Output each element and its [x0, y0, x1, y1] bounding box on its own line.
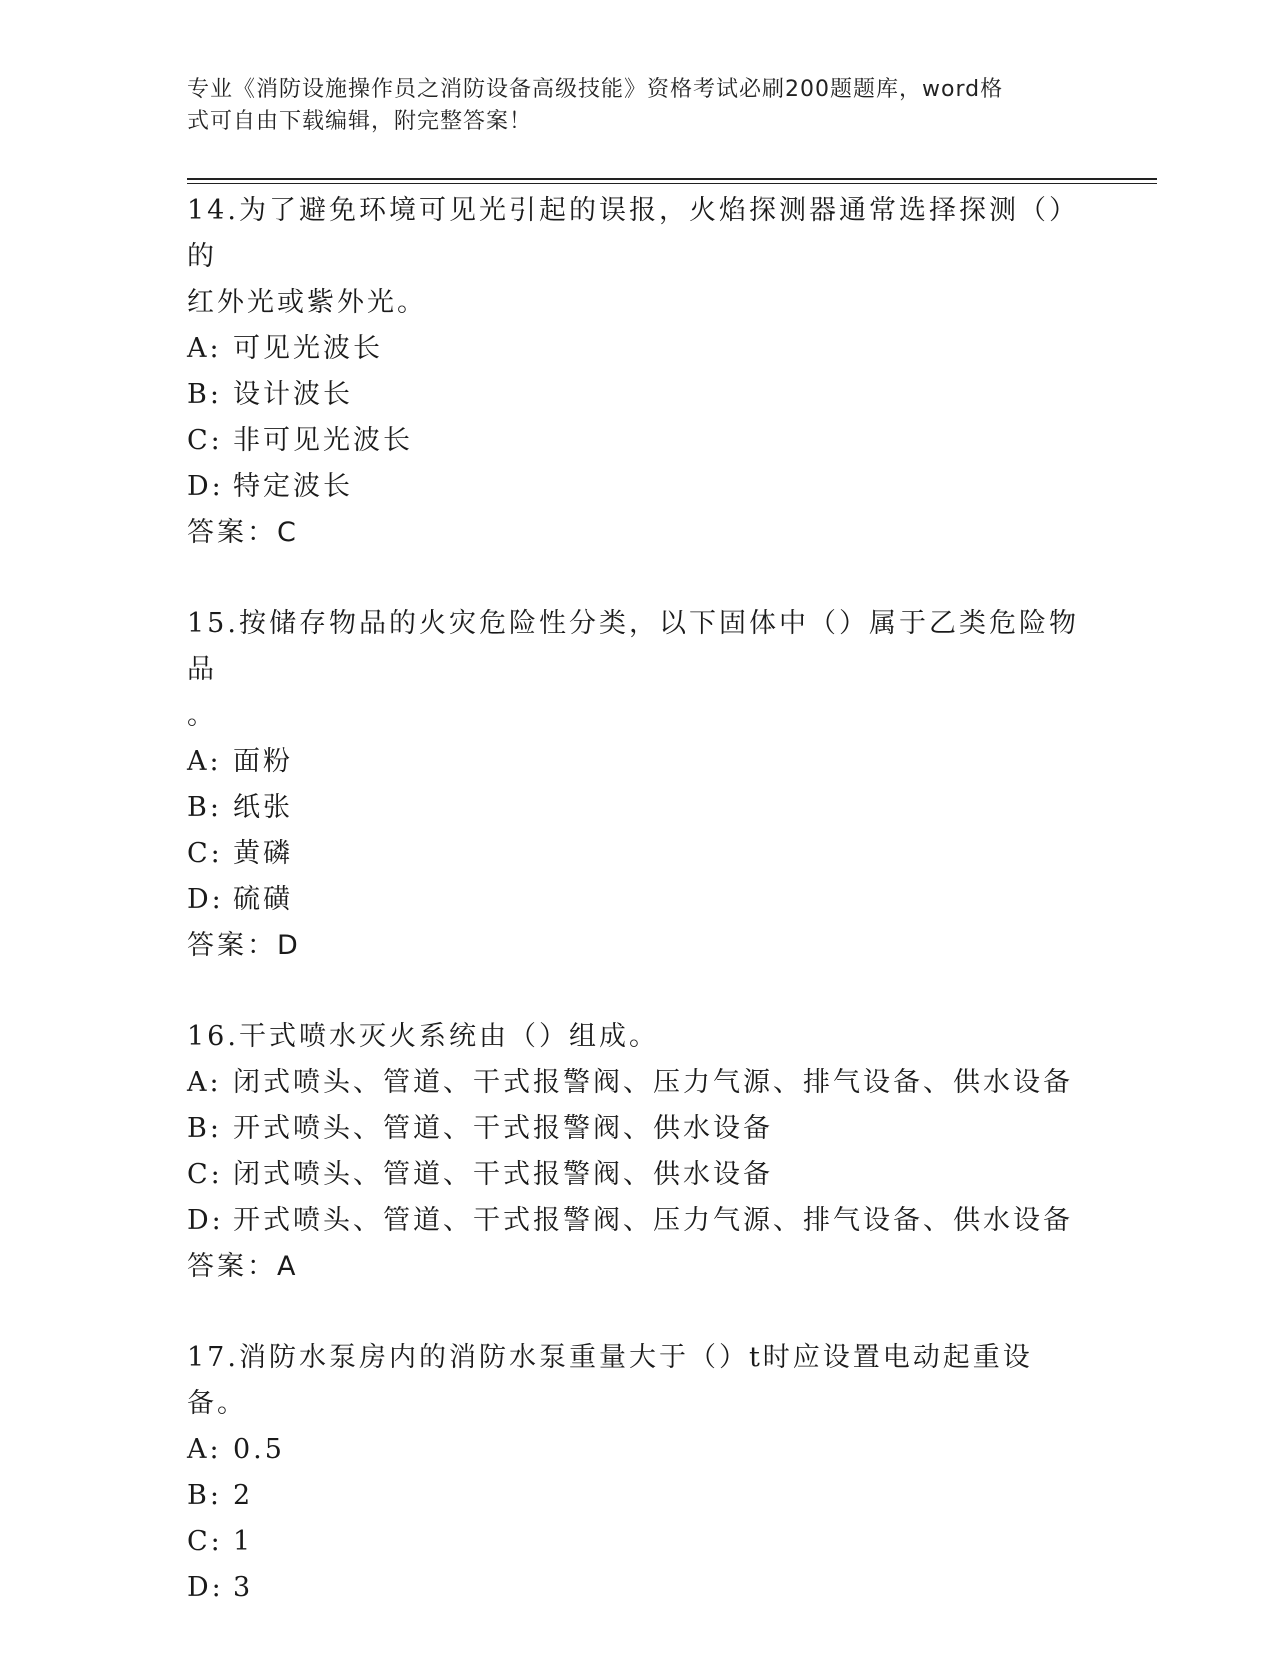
option-text: 闭式喷头、管道、干式报警阀、供水设备: [233, 1159, 773, 1190]
option-c: [187, 1152, 1087, 1198]
question-17: [187, 1335, 1087, 1611]
option-letter: B:: [187, 379, 222, 410]
answer-line: 答案：A: [187, 1251, 299, 1282]
option-a: [187, 739, 1087, 785]
document-header: [187, 74, 1067, 138]
question-stem-line: 。: [187, 700, 217, 731]
answer-line: 答案：C: [187, 517, 299, 548]
question-16: [187, 1014, 1087, 1290]
option-c: [187, 1519, 1087, 1565]
header-line-1: 专业《消防设施操作员之消防设备高级技能》资格考试必刷200题题库，word格: [187, 77, 1004, 102]
option-letter: D:: [187, 1572, 224, 1603]
option-letter: D:: [187, 884, 224, 915]
option-b: [187, 372, 1087, 418]
option-b: [187, 785, 1087, 831]
question-15: [187, 601, 1087, 969]
question-14: [187, 188, 1087, 556]
question-stem-line: 红外光或紫外光。: [187, 287, 427, 318]
option-letter: A:: [187, 1067, 222, 1098]
question-stem-line: 14.为了避免环境可见光引起的误报，火焰探测器通常选择探测（）的: [187, 195, 1079, 272]
question-stem-line: 17.消防水泵房内的消防水泵重量大于（）t时应设置电动起重设备。: [187, 1342, 1033, 1419]
option-text: 非可见光波长: [233, 425, 413, 456]
option-letter: B:: [187, 1113, 222, 1144]
option-a: [187, 1060, 1087, 1106]
option-letter: C:: [187, 838, 223, 869]
option-text: 可见光波长: [233, 333, 383, 364]
option-letter: A:: [187, 746, 222, 777]
header-rule-thick: [187, 178, 1157, 180]
option-text: 黄磷: [233, 838, 293, 869]
option-text: 硫磺: [233, 884, 293, 915]
option-c: [187, 418, 1087, 464]
question-list: [187, 188, 1087, 1656]
option-text: 2: [233, 1480, 254, 1511]
header-rule-thin: [187, 183, 1157, 184]
option-text: 闭式喷头、管道、干式报警阀、压力气源、排气设备、供水设备: [233, 1067, 1073, 1098]
option-d: [187, 464, 1087, 510]
option-letter: C:: [187, 425, 223, 456]
option-letter: D:: [187, 471, 224, 502]
header-line-2: 式可自由下载编辑，附完整答案！: [187, 109, 533, 134]
option-d: [187, 1198, 1087, 1244]
question-stem-line: 16.干式喷水灭火系统由（）组成。: [187, 1021, 659, 1052]
answer-line: 答案：D: [187, 930, 301, 961]
option-d: [187, 1565, 1087, 1611]
option-letter: B:: [187, 1480, 222, 1511]
option-text: 开式喷头、管道、干式报警阀、供水设备: [233, 1113, 773, 1144]
option-a: [187, 326, 1087, 372]
option-letter: C:: [187, 1159, 223, 1190]
option-letter: D:: [187, 1205, 224, 1236]
option-text: 设计波长: [233, 379, 353, 410]
question-stem-line: 15.按储存物品的火灾危险性分类，以下固体中（）属于乙类危险物品: [187, 608, 1079, 685]
option-a: [187, 1427, 1087, 1473]
option-letter: A:: [187, 333, 222, 364]
option-letter: B:: [187, 792, 222, 823]
option-letter: C:: [187, 1526, 223, 1557]
option-text: 1: [233, 1526, 254, 1557]
option-b: [187, 1473, 1087, 1519]
option-text: 纸张: [233, 792, 293, 823]
option-c: [187, 831, 1087, 877]
option-letter: A:: [187, 1434, 222, 1465]
option-d: [187, 877, 1087, 923]
option-text: 面粉: [233, 746, 293, 777]
option-text: 0.5: [233, 1434, 285, 1465]
option-text: 开式喷头、管道、干式报警阀、压力气源、排气设备、供水设备: [233, 1205, 1073, 1236]
option-text: 特定波长: [233, 471, 353, 502]
option-text: 3: [233, 1572, 254, 1603]
option-b: [187, 1106, 1087, 1152]
